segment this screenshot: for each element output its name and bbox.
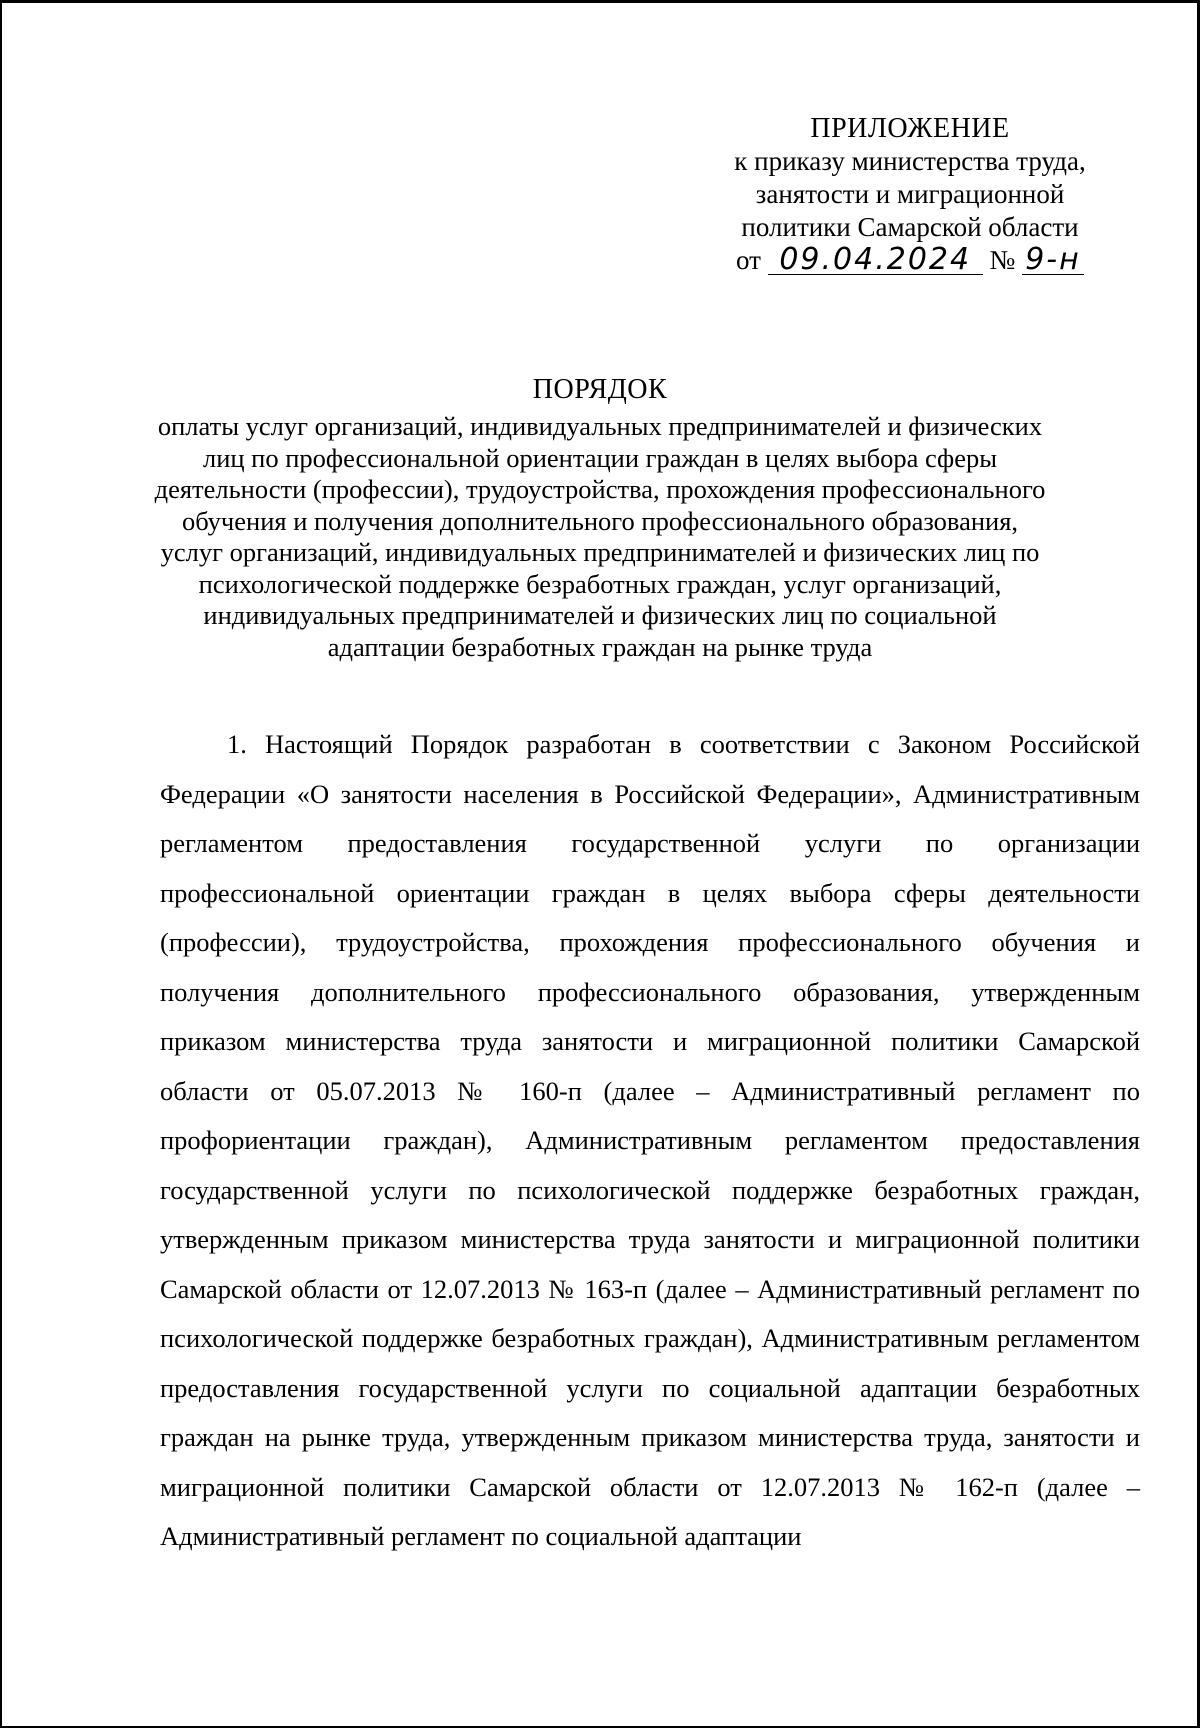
appendix-block: [690, 112, 1130, 277]
appendix-title: ПРИЛОЖЕНИЕ: [810, 113, 1010, 144]
appendix-line-1: к приказу министерства труда,: [734, 146, 1086, 176]
handwritten-number: 9-н: [1022, 246, 1084, 275]
document-subtitle: оплаты услуг организаций, индивидуальных предпринимателей и физических лиц по профессиональной ориентации граждан в целях выбора сферы деятельности (профессии), трудоустройства, прохождения профессионального обучения и получения дополнительного профессионального образования, услуг организаций, индивидуальных предпринимателей и физических лиц по психологической поддержке безработных граждан, услуг организаций, индивидуальных предпринимателей и физических лиц по социальной адаптации безработных граждан на рынке труда: [154, 411, 1046, 662]
handwritten-date: 09.04.2024: [768, 246, 983, 275]
scan-border-top: [0, 0, 1200, 3]
paragraph-1: 1. Настоящий Порядок разработан в соответствии с Законом Российской Федерации «О занятости населения в Российской Федерации», Административным регламентом предоставления государственной услуги по организации профессиональной ориентации граждан в целях выбора сферы деятельности (профессии), трудоустройства, прохождения профессионального обучения и получения дополнительного профессионального образования, утвержденным приказом министерства труда занятости и миграционной политики Самарской области от 05.07.2013 № 160-п (далее – Административный регламент по профориентации граждан), Административным регламентом предоставления государственной услуги по психологической поддержке безработных граждан, утвержденным приказом министерства труда занятости и миграционной политики Самарской области от 12.07.2013 № 163-п (далее – Административный регламент по психологической поддержке безработных граждан), Административным регламентом предоставления государственной услуги по социальной адаптации безработных граждан на рынке труда, утвержденным приказом министерства труда, занятости и миграционной политики Самарской области от 12.07.2013 № 162-п (далее – Административный регламент по социальной адаптации: [160, 729, 1140, 1551]
number-prefix: №: [989, 245, 1016, 275]
appendix-line-2: занятости и миграционной: [755, 179, 1065, 209]
scan-border-left: [0, 0, 2, 1728]
appendix-line-3: политики Самарской области: [741, 212, 1079, 242]
document-title: ПОРЯДОК: [532, 374, 668, 405]
date-prefix: от: [736, 245, 761, 275]
appendix-date-line: [690, 244, 1130, 277]
